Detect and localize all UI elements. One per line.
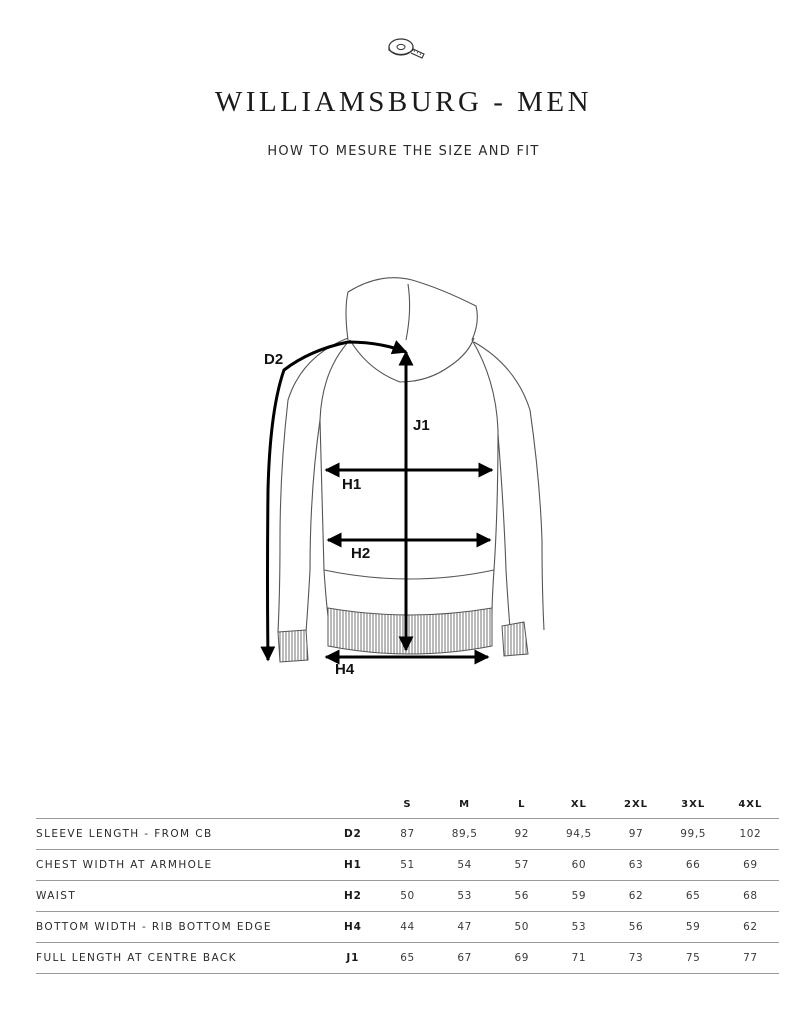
size-value: 67 [436, 943, 493, 974]
h4-label: H4 [335, 661, 355, 678]
size-value: 51 [379, 850, 436, 881]
measurement-label: BOTTOM WIDTH - RIB BOTTOM EDGE [36, 912, 327, 943]
measurement-code: H1 [327, 850, 379, 881]
table-row [36, 912, 779, 943]
size-value: 73 [607, 943, 664, 974]
size-value: 66 [665, 850, 722, 881]
size-value: 68 [722, 881, 779, 912]
size-value: 71 [550, 943, 607, 974]
table-row [36, 881, 779, 912]
size-value: 53 [436, 881, 493, 912]
size-value: 97 [607, 819, 664, 850]
right-cuff-rib [502, 622, 528, 656]
page-title: WILLIAMSBURG - MEN [214, 86, 593, 118]
size-value: 59 [550, 881, 607, 912]
hoodie-measurement-diagram [240, 270, 560, 690]
size-value: 77 [722, 943, 779, 974]
size-value: 89,5 [436, 819, 493, 850]
size-value: 102 [722, 819, 779, 850]
size-value: 62 [607, 881, 664, 912]
h1-label: H1 [342, 476, 362, 493]
table-row [36, 819, 779, 850]
header-blank [36, 790, 327, 819]
size-header: S [379, 790, 436, 819]
size-value: 63 [607, 850, 664, 881]
measurement-label: WAIST [36, 881, 327, 912]
measurement-label: SLEEVE LENGTH - FROM CB [36, 819, 327, 850]
measurement-code: H4 [327, 912, 379, 943]
size-value: 54 [436, 850, 493, 881]
size-value: 59 [665, 912, 722, 943]
size-header-row [36, 790, 779, 819]
j1-label: J1 [413, 417, 430, 434]
h2-label: H2 [351, 545, 371, 562]
page-subtitle: HOW TO MESURE THE SIZE AND FIT [267, 144, 540, 159]
table-row [36, 850, 779, 881]
size-value: 57 [493, 850, 550, 881]
measurement-code: J1 [327, 943, 379, 974]
size-table [36, 790, 779, 974]
size-value: 99,5 [665, 819, 722, 850]
size-value: 62 [722, 912, 779, 943]
size-header: L [493, 790, 550, 819]
size-value: 47 [436, 912, 493, 943]
size-value: 56 [493, 881, 550, 912]
hoodie-outline [278, 278, 544, 632]
measurement-label: CHEST WIDTH AT ARMHOLE [36, 850, 327, 881]
size-value: 87 [379, 819, 436, 850]
measurement-label: FULL LENGTH AT CENTRE BACK [36, 943, 327, 974]
measurement-code: D2 [327, 819, 379, 850]
size-value: 92 [493, 819, 550, 850]
size-value: 44 [379, 912, 436, 943]
size-header: 2XL [607, 790, 664, 819]
size-header: 3XL [665, 790, 722, 819]
size-value: 69 [493, 943, 550, 974]
size-value: 65 [665, 881, 722, 912]
size-value: 50 [493, 912, 550, 943]
table-row [36, 943, 779, 974]
d2-label: D2 [264, 351, 284, 368]
size-value: 50 [379, 881, 436, 912]
size-value: 65 [379, 943, 436, 974]
size-value: 94,5 [550, 819, 607, 850]
size-value: 69 [722, 850, 779, 881]
size-value: 53 [550, 912, 607, 943]
size-value: 75 [665, 943, 722, 974]
left-cuff-rib [278, 630, 308, 662]
tape-measure-icon [386, 35, 428, 61]
header-blank [327, 790, 379, 819]
measurement-code: H2 [327, 881, 379, 912]
bottom-rib [328, 608, 492, 654]
size-header: XL [550, 790, 607, 819]
size-header: M [436, 790, 493, 819]
size-header: 4XL [722, 790, 779, 819]
size-value: 56 [607, 912, 664, 943]
size-value: 60 [550, 850, 607, 881]
